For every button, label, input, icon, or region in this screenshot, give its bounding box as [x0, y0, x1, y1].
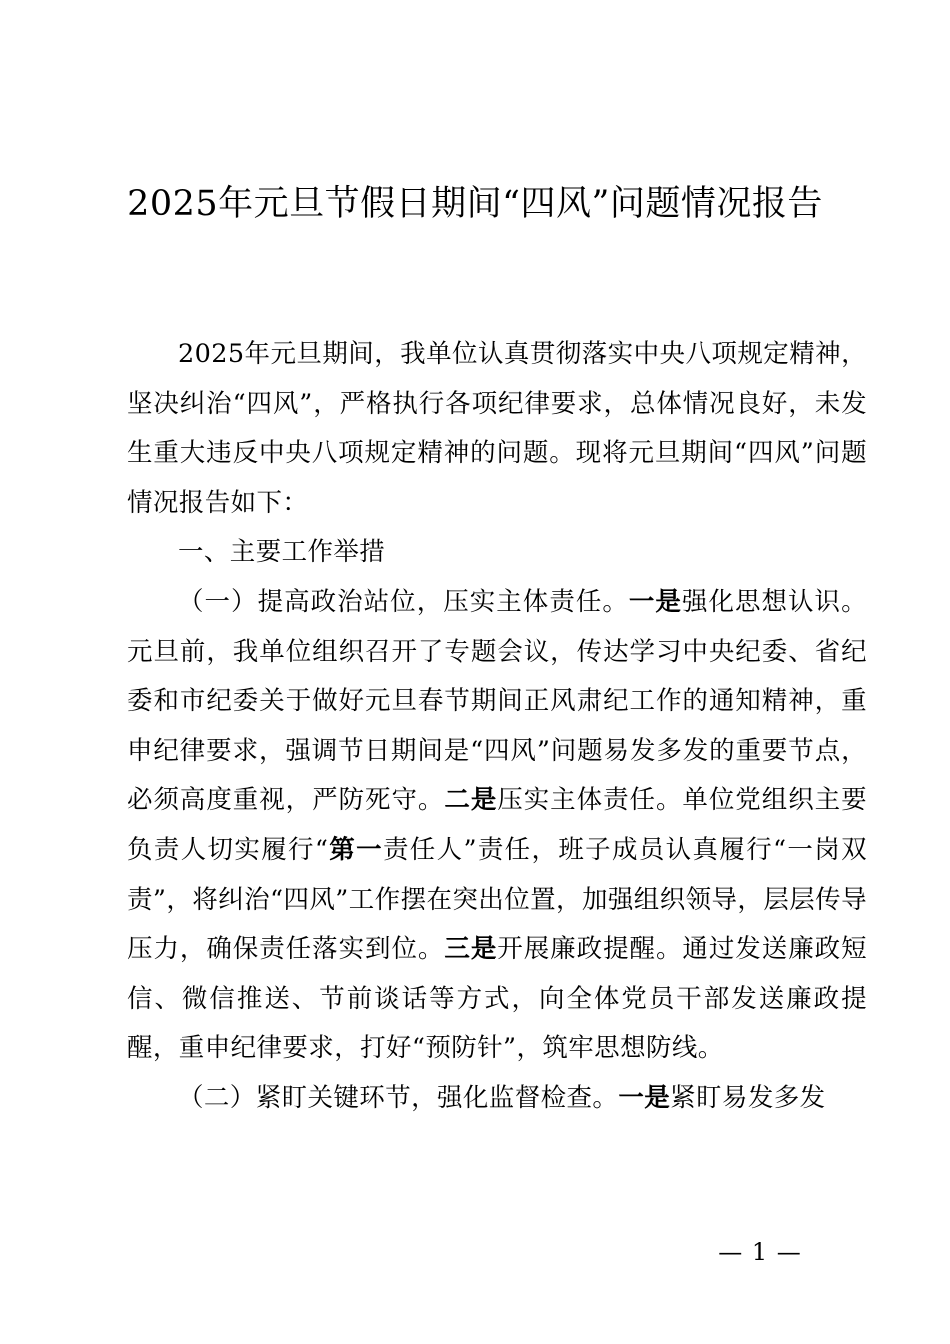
measure-text: 责任人”责任，班子成员认真履行“一岗双责”，将纠治“四风”工作摆在突出位置，加强组织领导，层层传导压力，确保责任落实到位。	[127, 834, 867, 965]
measure-text: 压实主体责任。单位党组织主要负责人切实履行“	[127, 785, 867, 865]
section-heading: 一、主要工作举措	[178, 537, 386, 568]
measure-text: 紧盯易发多发	[670, 1082, 826, 1113]
measure-paragraph-1	[127, 578, 867, 1074]
document-title: 2025年元旦节假日期间“四风”问题情况报告	[127, 184, 823, 224]
measure-text: 开展廉政提醒。通过发送廉政短信、微信推送、节前谈话等方式，向全体党员干部发送廉政提醒，重申纪律要求，打好“预防针”，筑牢思想防线。	[127, 934, 867, 1064]
measure-text: 强化思想认识。元旦前，我单位组织召开了专题会议，传达学习中央纪委、省纪委和市纪委关于做好元旦春节期间正风肃纪工作的通知精神，重申纪律要求，强调节日期间是“四风”问题易发多发的重要节点，必须高度重视，严防死守。	[127, 586, 867, 816]
ordinal-label: 二是	[444, 785, 498, 816]
ordinal-label: 三是	[444, 934, 498, 965]
subsection-heading: （二）紧盯关键环节，强化监督检查。	[178, 1082, 619, 1113]
emphasis-text: 第一	[328, 834, 383, 865]
measure-paragraph-2	[127, 1074, 867, 1124]
ordinal-label: 一是	[628, 586, 682, 617]
subsection-heading: （一）提高政治站位，压实主体责任。	[178, 586, 629, 617]
document-body	[127, 330, 867, 1124]
ordinal-label: 一是	[618, 1082, 671, 1113]
intro-paragraph: 2025年元旦期间，我单位认真贯彻落实中央八项规定精神，坚决纠治“四风”，严格执行各项纪律要求，总体情况良好，未发生重大违反中央八项规定精神的问题。现将元旦期间“四风”问题情况报告如下：	[127, 339, 867, 518]
page-number: — 1 —	[718, 1238, 802, 1266]
